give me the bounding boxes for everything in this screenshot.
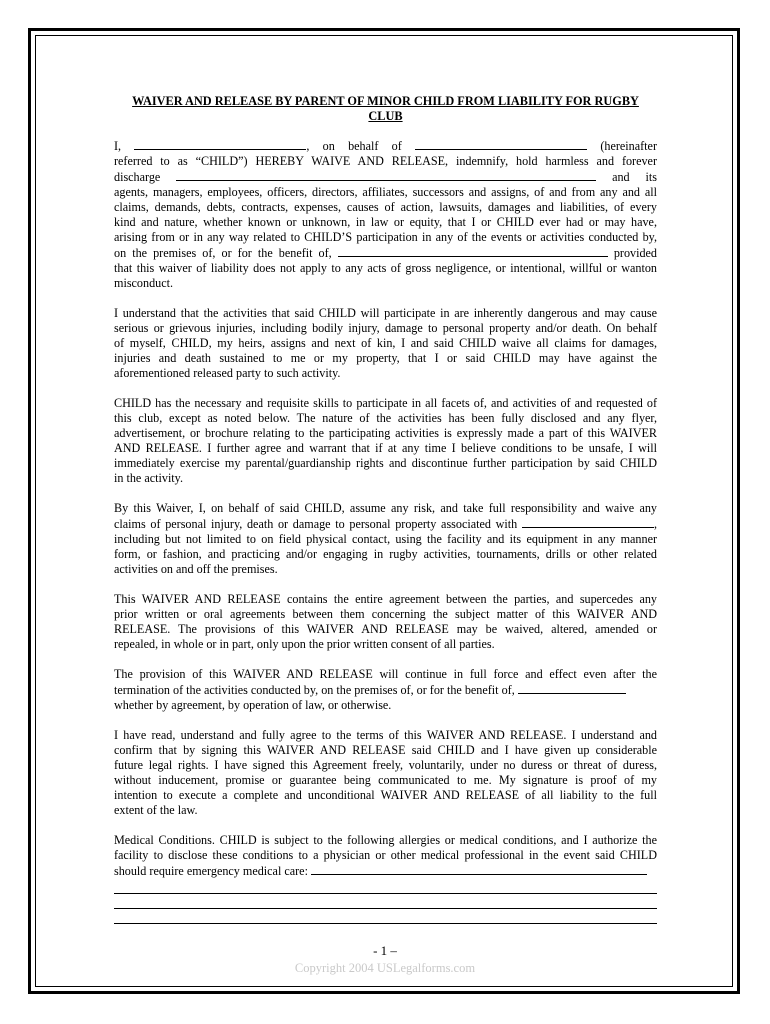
continuation-line-3: whether by agreement, by operation of law, or otherwise.: [114, 698, 392, 712]
skills-line-1: CHILD has the necessary and requisite skills to participate in all facets of, and activities of and requested of: [114, 396, 657, 410]
continuation-line-1: The provision of this WAIVER AND RELEASE will continue in full force and effect even after the: [114, 667, 657, 681]
medical-conditions-blank-4[interactable]: [114, 909, 657, 924]
benefit-of-blank-2[interactable]: [518, 682, 626, 694]
paragraph-risk: [114, 306, 657, 381]
risk-line-1: I understand that the activities that said CHILD will participate in are inherently dangerous and may cause: [114, 306, 657, 320]
paragraph-acknowledgement: [114, 728, 657, 818]
release-line-8: on the premises of, or for the benefit of, provided: [114, 246, 657, 260]
skills-line-4: AND RELEASE. I further agree and warrant that if at any time I believe conditions to be unsafe, I will: [114, 441, 657, 455]
ack-line-2: confirm that by signing this WAIVER AND RELEASE said CHILD and I have given up considerable: [114, 743, 657, 757]
risk-line-3: of myself, CHILD, my heirs, assigns and next of kin, I and said CHILD waive all claims for damages,: [114, 336, 657, 350]
document-body: [114, 94, 657, 939]
release-line-4: agents, managers, employees, officers, directors, affiliates, successors and assigns, of and from any and all: [114, 185, 657, 199]
paragraph-entire-agreement: [114, 592, 657, 652]
assume-line-5: activities on and off the premises.: [114, 562, 278, 576]
risk-line-2: serious or grievous injuries, including bodily injury, damage to personal property and/or death. On behalf: [114, 321, 657, 335]
club-name-blank[interactable]: [176, 169, 596, 181]
assume-line-3: including but not limited to on field physical contact, using the facility and its equipment in any manner: [114, 532, 657, 546]
release-line-10: misconduct.: [114, 276, 174, 290]
release-line-9: that this waiver of liability does not apply to any acts of gross negligence, or intentional, willful or wanton: [114, 261, 657, 275]
release-line-2: referred to as “CHILD”) HEREBY WAIVE AND RELEASE, indemnify, hold harmless and forever: [114, 154, 657, 168]
release-line-1: I, , on behalf of (hereinafter: [114, 139, 657, 153]
paragraph-skills: [114, 396, 657, 486]
skills-line-6: in the activity.: [114, 471, 184, 485]
page-number: - 1 –: [373, 943, 397, 958]
ack-line-5: intention to execute a complete and unconditional WAIVER AND RELEASE of all liability to the full: [114, 788, 657, 802]
risk-line-4: injuries and death sustained to me or my property, that I or said CHILD may have against the: [114, 351, 657, 365]
medical-line-1: Medical Conditions. CHILD is subject to the following allergies or medical conditions, and I authorize the: [114, 833, 657, 847]
document-title: [114, 94, 657, 124]
release-line-5: claims, demands, debts, contracts, expenses, causes of action, lawsuits, damages and liabilities, of every: [114, 200, 657, 214]
medical-conditions-blank-3[interactable]: [114, 894, 657, 909]
medical-conditions-blank-2[interactable]: [114, 879, 657, 894]
ack-line-1: I have read, understand and fully agree to the terms of this WAIVER AND RELEASE. I understand and: [114, 728, 657, 742]
release-line-3: discharge and its: [114, 170, 657, 184]
risk-line-5: aforementioned released party to such activity.: [114, 366, 341, 380]
medical-line-3: should require emergency medical care:: [114, 863, 657, 879]
assume-line-2: claims of personal injury, death or damage to personal property associated with ,: [114, 517, 657, 531]
paragraph-assume-risk: [114, 501, 657, 577]
paragraph-release: [114, 138, 657, 291]
ack-line-6: extent of the law.: [114, 803, 198, 817]
medical-conditions-blank-1[interactable]: [311, 863, 647, 875]
agreement-line-3: RELEASE. The provisions of this WAIVER AND RELEASE may be waived, altered, amended or: [114, 622, 657, 636]
medical-line-2: facility to disclose these conditions to a physician or other medical professional in the event said CHILD: [114, 848, 657, 862]
agreement-line-2: prior written or oral agreements between them concerning the subject matter of this WAIVER AND: [114, 607, 657, 621]
benefit-of-blank[interactable]: [338, 245, 608, 257]
assume-line-1: By this Waiver, I, on behalf of said CHILD, assume any risk, and take full responsibility and waive any: [114, 501, 657, 515]
paragraph-continuation: [114, 667, 657, 713]
skills-line-2: this club, except as noted below. The nature of the activities has been fully disclosed and any flyer,: [114, 411, 657, 425]
copyright-watermark: Copyright 2004 USLegalforms.com: [294, 961, 476, 975]
agreement-line-1: This WAIVER AND RELEASE contains the entire agreement between the parties, and supercedes any: [114, 592, 657, 606]
activity-blank[interactable]: [522, 516, 654, 528]
title-line-2: CLUB: [368, 109, 403, 123]
skills-line-5: immediately exercise my parental/guardianship rights and discontinue further participation by said CHILD: [114, 456, 657, 470]
paragraph-medical: [114, 833, 657, 924]
release-line-6: kind and nature, whether known or unknown, in law or equity, that I or CHILD ever had or may have,: [114, 215, 657, 229]
ack-line-4: without inducement, promise or guarantee being communicated to me. My signature is proof of my: [114, 773, 657, 787]
continuation-line-2: termination of the activities conducted by, on the premises of, or for the benefit of,: [114, 682, 657, 698]
agreement-line-4: repealed, in whole or in part, only upon the prior written consent of all parties.: [114, 637, 495, 651]
ack-line-3: future legal rights. I have signed this Agreement freely, voluntarily, under no duress or threat of duress,: [114, 758, 657, 772]
release-line-7: arising from or in any way related to CHILD’S participation in any of the events or activities conducted by,: [114, 230, 657, 244]
child-name-blank[interactable]: [415, 138, 587, 150]
skills-line-3: advertisement, or brochure relating to the participating activities is expressly made a part of this WAIVER: [114, 426, 657, 440]
title-line-1: WAIVER AND RELEASE BY PARENT OF MINOR CHILD FROM LIABILITY FOR RUGBY: [132, 94, 639, 108]
parent-name-blank[interactable]: [134, 138, 306, 150]
assume-line-4: form, or fashion, and practicing and/or engaging in rugby activities, tournaments, drills or other related: [114, 547, 657, 561]
